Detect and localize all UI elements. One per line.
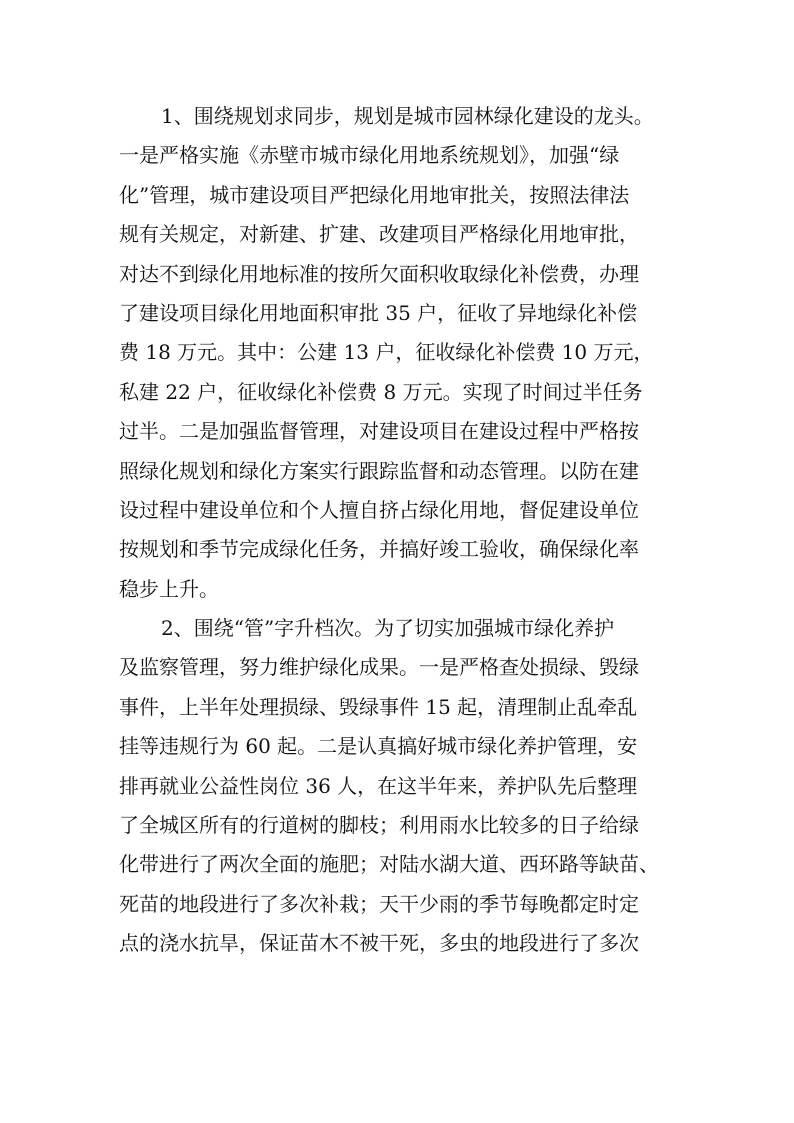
paragraph-1 <box>119 97 699 609</box>
text-line: 一是严格实施《赤壁市城市绿化用地系统规划》，加强“绿 <box>119 143 620 168</box>
text-line: 设过程中建设单位和个人擅自挤占绿化用地，督促建设单位 <box>119 497 639 522</box>
text-line: 了建设项目绿化用地面积审批 35 户，征收了异地绿化补偿 <box>119 300 638 325</box>
text-line: 点的浇水抗旱，保证苗木不被干死，多虫的地段进行了多次 <box>119 931 639 956</box>
text-line: 私建 22 户，征收绿化补偿费 8 万元。实现了时间过半任务 <box>119 379 643 404</box>
text-line: 及监察管理，努力维护绿化成果。一是严格查处损绿、毁绿 <box>119 655 639 680</box>
paragraph-2 <box>119 609 699 964</box>
text-line: 过半。二是加强监督管理，对建设项目在建设过程中严格按 <box>119 419 639 444</box>
text-line: 1、围绕规划求同步，规划是城市园林绿化建设的龙头。 <box>161 104 654 128</box>
text-line: 按规划和季节完成绿化任务，并搞好竣工验收，确保绿化率 <box>119 537 639 562</box>
text-line: 了全城区所有的行道树的脚枝；利用雨水比较多的日子给绿 <box>119 813 639 838</box>
text-line: 化带进行了两次全面的施肥；对陆水湖大道、西环路等缺苗、 <box>119 852 659 877</box>
text-line: 稳步上升。 <box>119 576 219 601</box>
text-line: 费 18 万元。其中：公建 13 户，征收绿化补偿费 10 万元， <box>119 340 654 365</box>
text-line: 对达不到绿化用地标准的按所欠面积收取绿化补偿费，办理 <box>119 261 639 286</box>
text-line: 挂等违规行为 60 起。二是认真搞好城市绿化养护管理，安 <box>119 734 638 759</box>
text-line: 死苗的地段进行了多次补栽；天干少雨的季节每晚都定时定 <box>119 891 639 916</box>
text-line: 照绿化规划和绿化方案实行跟踪监督和动态管理。以防在建 <box>119 458 639 483</box>
text-line: 2、围绕“管”字升档次。为了切实加强城市绿化养护 <box>161 616 615 641</box>
text-line: 排再就业公益性岗位 36 人，在这半年来，养护队先后整理 <box>119 773 638 798</box>
text-line: 规有关规定，对新建、扩建、改建项目严格绿化用地审批， <box>119 222 639 247</box>
text-line: 化”管理，城市建设项目严把绿化用地审批关，按照法律法 <box>119 182 630 207</box>
text-line: 事件，上半年处理损绿、毁绿事件 15 起，清理制止乱牵乱 <box>119 694 638 719</box>
document-body <box>119 97 699 964</box>
